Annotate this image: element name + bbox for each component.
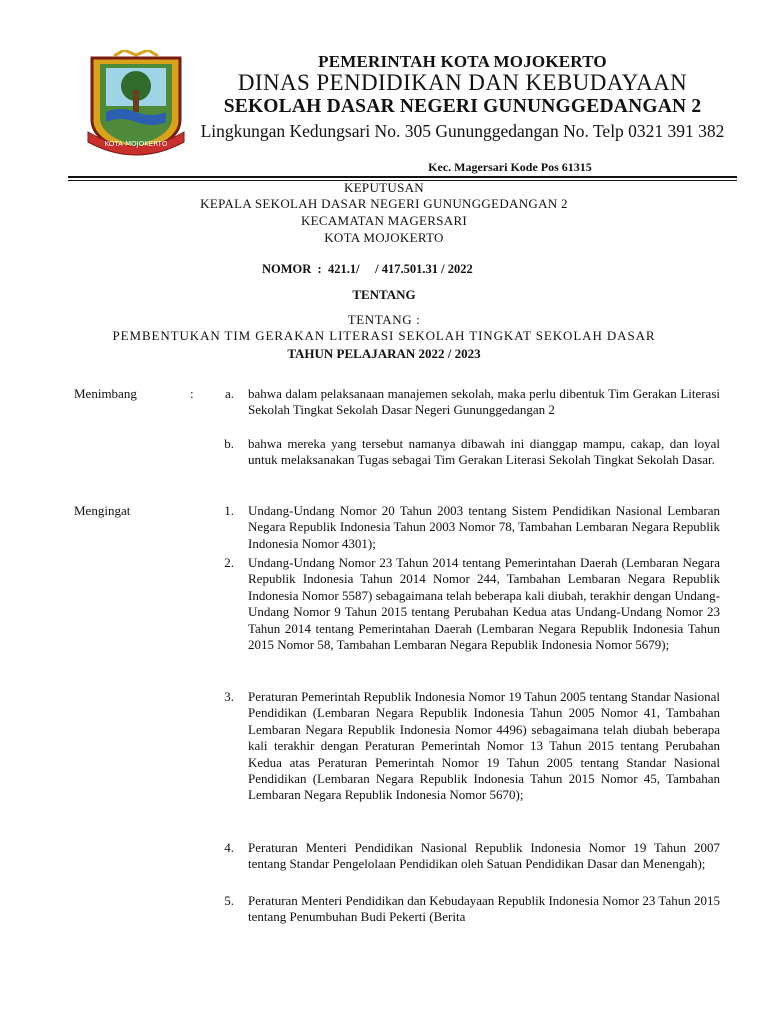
mengingat-label: Mengingat [74, 503, 131, 518]
item-marker: a. [224, 386, 234, 401]
mengingat-item [210, 893, 720, 926]
decree-number: NOMOR : 421.1/ / 417.501.31 / 2022 [262, 262, 473, 276]
letterhead-line-1: PEMERINTAH KOTA MOJOKERTO [318, 52, 607, 71]
decree-title: KEPUTUSAN [344, 180, 424, 195]
item-text: Peraturan Pemerintah Republik Indonesia Nomor 19 Tahun 2005 tentang Standar Nasional Pendidikan (Lembaran Negara Republik Indonesia Tahun 2005 Nomor 41, Tambahan Lembaran Negara Republik Indonesia Nomor 4496) sebagaimana telah diubah beberapa kali terakhir dengan Peraturan Pemerintah Nomor 13 Tahun 2015 tentang Perubahan Kedua atas Peraturan Pemerintah Nomor 19 Tahun 2005 tentang Standar Nasional Pendidikan (Lembaran Negara Republik Indonesia Tahun 2015 Nomor 45, Tambahan Lembaran Negara Republik Indonesia Nomor 5670); [248, 689, 720, 803]
svg-text:KOTA MOJOKERTO: KOTA MOJOKERTO [104, 140, 168, 148]
decree-city: KOTA MOJOKERTO [324, 230, 444, 245]
item-marker: 3. [224, 689, 234, 704]
item-marker: 1. [224, 503, 234, 518]
decree-school-year: TAHUN PELAJARAN 2022 / 2023 [287, 346, 481, 361]
mengingat-item [210, 840, 720, 873]
item-text: Peraturan Menteri Pendidikan dan Kebudayaan Republik Indonesia Nomor 23 Tahun 2015 tentang Penumbuhan Budi Pekerti (Berita [248, 893, 720, 925]
tentang-heading: TENTANG [352, 287, 416, 302]
item-marker: 4. [224, 840, 234, 855]
item-text: bahwa dalam pelaksanaan manajemen sekolah, maka perlu dibentuk Tim Gerakan Literasi Sekolah Tingkat Sekolah Dasar Negeri Gununggedangan 2 [248, 386, 720, 418]
menimbang-item [210, 436, 720, 469]
item-marker: b. [224, 436, 234, 451]
menimbang-item [210, 386, 720, 419]
menimbang-label: Menimbang [74, 386, 137, 401]
letterhead-rule-thick [68, 176, 737, 178]
item-marker: 5. [224, 893, 234, 908]
decree-issuer: KEPALA SEKOLAH DASAR NEGERI GUNUNGGEDANGAN 2 [200, 196, 568, 211]
letterhead-line-3: SEKOLAH DASAR NEGERI GUNUNGGEDANGAN 2 [223, 96, 702, 117]
letterhead-district: Kec. Magersari Kode Pos 61315 [428, 160, 592, 174]
tentang-label: TENTANG : [347, 312, 421, 327]
mengingat-item [210, 689, 720, 804]
mengingat-item [210, 555, 720, 653]
item-text: Peraturan Menteri Pendidikan Nasional Republik Indonesia Nomor 19 Tahun 2007 tentang Standar Pengelolaan Pendidikan oleh Satuan Pendidikan Dasar dan Menengah); [248, 840, 720, 872]
decree-district: KECAMATAN MAGERSARI [300, 213, 468, 228]
item-text: Undang-Undang Nomor 20 Tahun 2003 tentang Sistem Pendidikan Nasional Lembaran Negara Republik Indonesia Tahun 2003 Nomor 78, Tambahan Lembaran Negara Republik Indonesia Nomor 4301); [248, 503, 720, 551]
item-marker: 2. [224, 555, 234, 570]
decree-subject: PEMBENTUKAN TIM GERAKAN LITERASI SEKOLAH TINGKAT SEKOLAH DASAR [112, 328, 656, 343]
item-text: Undang-Undang Nomor 23 Tahun 2014 tentang Pemerintahan Daerah (Lembaran Negara Republik Indonesia Tahun 2014 Nomor 244, Tambahan Lembaran Negara Republik Indonesia Nomor 5587) sebagaimana telah beberapa kali diubah, terakhir dengan Undang-Undang Nomor 9 Tahun 2015 tentang Perubahan Kedua atas Undang-Undang Nomor 23 Tahun 2014 tentang Pemerintahan Daerah (Lembaran Negara Republik Indonesia Tahun 2015 Nomor 58, Tambahan Lembaran Negara Republik Indonesia Nomor 5679); [248, 555, 720, 653]
letterhead-address: Lingkungan Kedungsari No. 305 Gununggedangan No. Telp 0321 391 382 [200, 121, 725, 141]
item-text: bahwa mereka yang tersebut namanya dibawah ini dianggap mampu, cakap, dan loyal untuk melaksanakan Tugas sebagai Tim Gerakan Literasi Sekolah Tingkat Sekolah Dasar. [248, 436, 720, 468]
menimbang-colon: : [190, 386, 194, 401]
mengingat-item [210, 503, 720, 552]
city-emblem-logo [84, 50, 188, 160]
letterhead-line-2: DINAS PENDIDIKAN DAN KEBUDAYAAN [237, 70, 688, 95]
